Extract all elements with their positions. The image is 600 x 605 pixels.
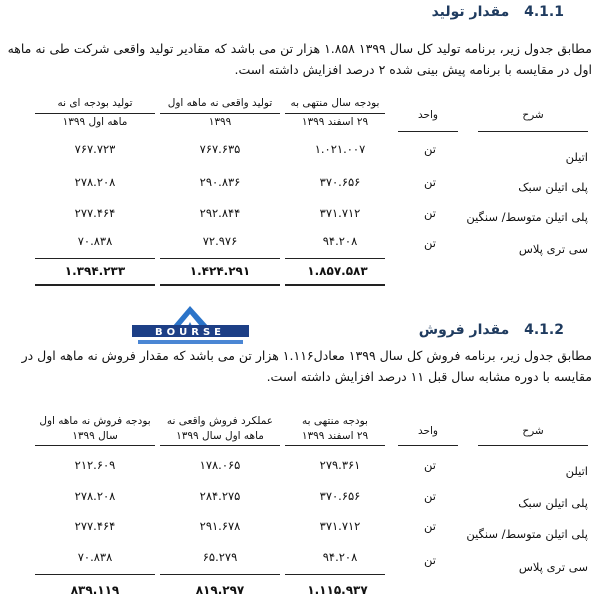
s2-header-line-salesbudget [35,445,155,446]
s1-row4-prodbudget: ۷۰.۸۳۸ [77,234,113,248]
s1-total-line-prodbudget [35,258,155,259]
section2-title: مقدار فروش [418,322,510,338]
s1-header-budget-l1: بودجه سال منتهی به [290,97,380,109]
s1-row1-unit: تن [424,142,436,156]
s1-bottom-line-actual [160,284,280,286]
s2-row2-actual: ۲۸۴.۲۷۵ [199,489,241,503]
s1-row3-label: پلی اتیلن متوسط/ سنگین [466,210,588,224]
s1-row2-unit: تن [424,175,436,189]
s1-row4-label: سی تری پلاس [518,242,588,256]
s1-header-sharh: شرح [522,109,544,121]
s1-row3-prodbudget: ۲۷۷.۴۶۴ [74,206,116,220]
s1-row1-label: اتیلن [565,150,588,164]
s2-total-line-budget [285,574,385,575]
s1-bottom-line-prodbudget [35,284,155,286]
s1-row2-budget: ۳۷۰.۶۵۶ [319,175,361,189]
s2-row3-budget: ۳۷۱.۷۱۲ [319,519,361,533]
s1-header-budget-l2: ۲۹ اسفند ۱۳۹۹ [285,113,385,130]
bourse-logo [128,300,253,348]
s1-header-budget [285,96,385,130]
s1-bottom-line-budget [285,284,385,286]
section1-heading [432,4,564,20]
s2-total-salesbudget: ۸۳۹.۱۱۹ [70,583,120,597]
s2-header-line-sharh [478,445,588,446]
s2-row1-unit: تن [424,458,436,472]
s2-row3-salesbudget: ۲۷۷.۴۶۴ [74,519,116,533]
s2-row3-unit: تن [424,519,436,533]
section2-number: 4.1.2 [524,322,564,338]
s1-row3-budget: ۳۷۱.۷۱۲ [319,206,361,220]
s1-header-vahed: واحد [418,109,438,121]
section2-heading [419,322,564,338]
s1-row2-label: پلی اتیلن سبک [518,180,588,194]
s1-row3-unit: تن [424,206,436,220]
s1-header-line-sharh [478,131,588,132]
s2-row1-budget: ۲۷۹.۳۶۱ [319,458,361,472]
s2-header-budget-l2: ۲۹ اسفند ۱۳۹۹ [301,430,369,442]
s2-header-line-actual [160,445,280,446]
s2-header-sharh: شرح [522,425,544,437]
s1-header-prodbudget-l1: تولید بودجه ای نه [57,97,133,109]
s2-row4-salesbudget: ۷۰.۸۳۸ [77,550,113,564]
s2-row1-label: اتیلن [565,464,588,478]
s2-header-salesbudget-l1: بودجه فروش نه ماهه اول [39,415,151,427]
s1-row1-budget: ۱.۰۲۱.۰۰۷ [314,142,366,156]
s1-header-actual [160,96,280,130]
s2-header-vahed: واحد [418,425,438,437]
s2-row2-budget: ۳۷۰.۶۵۶ [319,489,361,503]
s2-header-line-vahed [398,445,458,446]
s2-row4-budget: ۹۴.۲۰۸ [322,550,358,564]
s1-header-line-vahed [398,131,458,132]
section2-paragraph: مطابق جدول زیر، برنامه فروش کل سال ۱۳۹۹ معادل۱.۱۱۶ هزار تن می باشد که مقدار فروش نه ماهه اول در مقایسه با دوره مشابه سال قبل ۱۱ درصد افزایش داشته است. [21,348,592,384]
s2-row1-actual: ۱۷۸.۰۶۵ [199,458,241,472]
s1-row1-actual: ۷۶۷.۶۳۵ [199,142,241,156]
s1-row4-actual: ۷۲.۹۷۶ [202,234,238,248]
s1-header-actual-l2: ۱۳۹۹ [160,113,280,130]
s2-total-actual: ۸۱۹.۲۹۷ [195,583,245,597]
s2-header-budget [285,414,385,444]
s1-total-prodbudget: ۱.۳۹۴.۲۳۳ [64,264,126,278]
section1-paragraph: مطابق جدول زیر، برنامه تولید کل سال ۱۳۹۹ ۱.۸۵۸ هزار تن می باشد که مقادیر تولید واقعی شرکت طی نه ماهه اول در مقایسه با برنامه پیش بینی شده ۲ درصد افزایش داشته است. [7,41,592,77]
s1-row2-prodbudget: ۲۷۸.۲۰۸ [74,175,116,189]
s2-total-line-actual [160,574,280,575]
s2-header-salesbudget [35,414,155,444]
s2-row4-unit: تن [424,553,436,567]
bourse-logo-icon [128,300,253,348]
s1-row4-budget: ۹۴.۲۰۸ [322,234,358,248]
s2-header-actual-l1: عملکرد فروش واقعی نه [166,415,274,427]
s2-total-line-salesbudget [35,574,155,575]
s2-row2-unit: تن [424,489,436,503]
section1-number: 4.1.1 [524,4,564,20]
s1-header-prodbudget-l2: ماهه اول ۱۳۹۹ [35,113,155,130]
s1-total-line-budget [285,258,385,259]
s1-total-actual: ۱.۴۲۴.۲۹۱ [189,264,251,278]
s1-total-line-actual [160,258,280,259]
s2-row4-actual: ۶۵.۲۷۹ [202,550,238,564]
s1-row1-prodbudget: ۷۶۷.۷۲۳ [74,142,116,156]
s2-header-actual-l2: ماهه اول سال ۱۳۹۹ [176,430,264,442]
s2-row4-label: سی تری پلاس [518,560,588,574]
s2-row2-label: پلی اتیلن سبک [518,496,588,510]
s1-row3-actual: ۲۹۲.۸۴۴ [199,206,241,220]
logo-text: BOURSE [155,327,225,338]
s2-total-budget: ۱.۱۱۵.۹۳۷ [307,583,368,597]
s2-row3-label: پلی اتیلن متوسط/ سنگین [466,527,588,541]
s2-row1-salesbudget: ۲۱۲.۶۰۹ [74,458,116,472]
s2-header-actual [160,414,280,444]
s2-header-budget-l1: بودجه منتهی به [302,415,368,427]
s1-total-budget: ۱.۸۵۷.۵۸۳ [307,264,368,278]
s2-header-salesbudget-l2: سال ۱۳۹۹ [72,430,118,442]
section1-title: مقدار تولید [431,4,510,20]
s1-header-prodbudget [35,96,155,130]
s1-row4-unit: تن [424,236,436,250]
s2-row2-salesbudget: ۲۷۸.۲۰۸ [74,489,116,503]
s1-row2-actual: ۲۹۰.۸۳۶ [199,175,241,189]
s2-header-line-budget [285,445,385,446]
s2-row3-actual: ۲۹۱.۶۷۸ [199,519,241,533]
s1-header-actual-l1: تولید واقعی نه ماهه اول [167,97,273,109]
